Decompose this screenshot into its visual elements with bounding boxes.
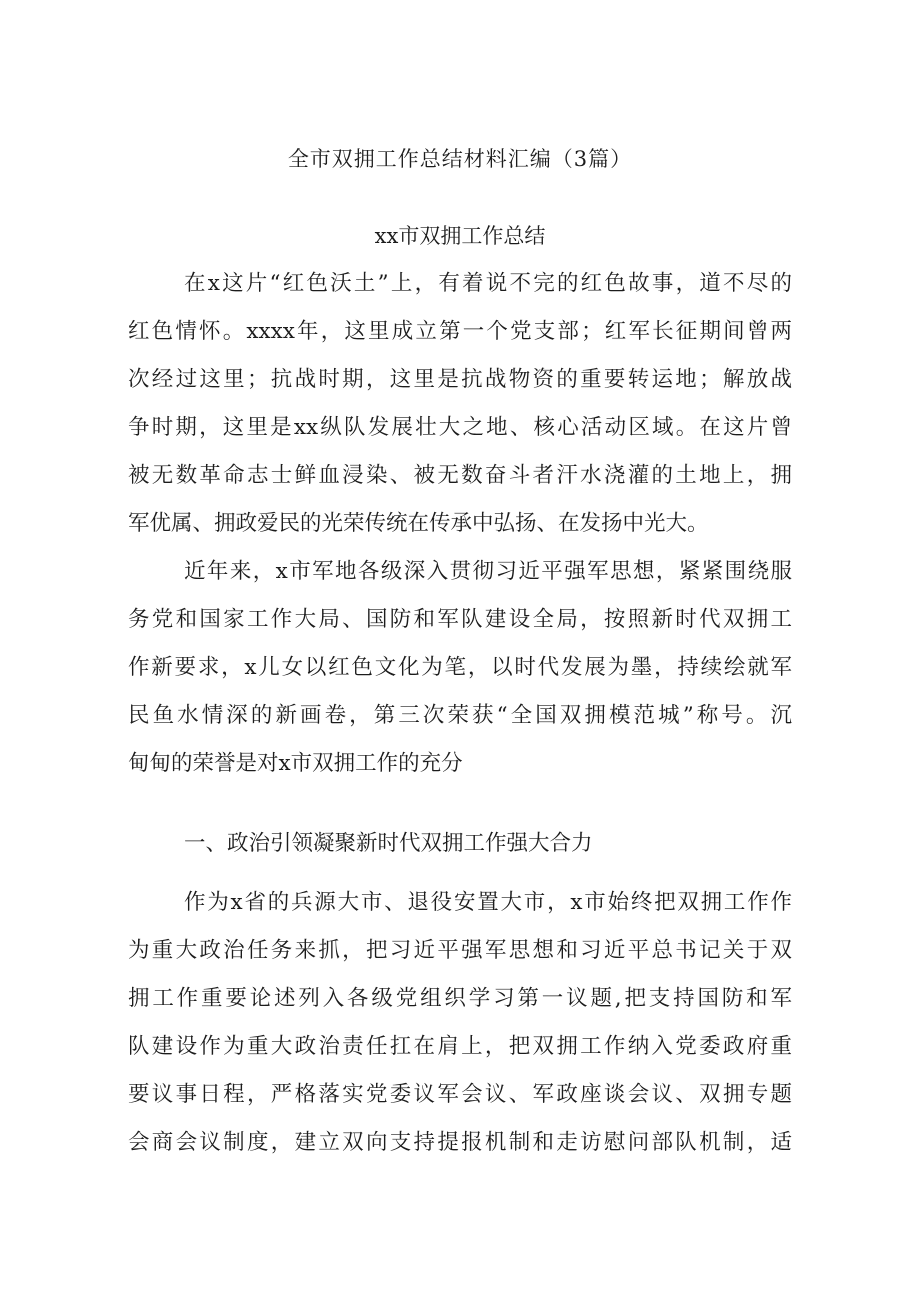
paragraph-line: 被无数革命志士鲜血浸染、被无数奋斗者汗水浇灌的土地上，拥 [128, 463, 792, 488]
paragraph-line: 民鱼水情深的新画卷，第三次荣获“全国双拥模范城”称号。沉 [128, 703, 792, 728]
paragraph-line: 军优属、拥政爱民的光荣传统在传承中弘扬、在发扬中光大。 [128, 511, 709, 536]
paragraph-line: 作为x省的兵源大市、退役安置大市，x市始终把双拥工作作 [184, 890, 792, 915]
paragraph-recent-years [128, 548, 792, 788]
paragraph-line: 会商会议制度，建立双向支持提报机制和走访慰问部队机制，适 [128, 1130, 792, 1155]
paragraph-red-land [128, 260, 792, 548]
paragraph-line: 要议事日程，严格落实党委议军会议、军政座谈会议、双拥专题 [128, 1082, 792, 1107]
paragraph-line: 务党和国家工作大局、国防和军队建设全局，按照新时代双拥工 [128, 607, 792, 632]
paragraph-line: 拥工作重要论述列入各级党组织学习第一议题,把支持国防和军 [128, 986, 792, 1011]
paragraph-line: 在x这片“红色沃土”上，有着说不完的红色故事，道不尽的 [184, 271, 792, 296]
document-title: 全市双拥工作总结材料汇编（3篇） [287, 147, 633, 171]
paragraph-political-leadership [128, 879, 792, 1167]
paragraph-line: 为重大政治任务来抓，把习近平强军思想和习近平总书记关于双 [128, 938, 792, 963]
paragraph-line: 队建设作为重大政治责任扛在肩上，把双拥工作纳入党委政府重 [128, 1034, 792, 1059]
paragraph-line: 作新要求，x儿女以红色文化为笔，以时代发展为墨，持续绘就军 [128, 655, 792, 680]
paragraph-line: 近年来，x市军地各级深入贯彻习近平强军思想，紧紧围绕服 [184, 559, 792, 584]
paragraph-line: 次经过这里；抗战时期，这里是抗战物资的重要转运地；解放战 [128, 367, 792, 392]
document-subtitle: xx市双拥工作总结 [374, 224, 546, 248]
paragraph-line: 争时期，这里是xx纵队发展壮大之地、核心活动区域。在这片曾 [128, 415, 792, 440]
section-heading: 一、政治引领凝聚新时代双拥工作强大合力 [184, 831, 593, 856]
paragraph-line: 甸甸的荣誉是对x市双拥工作的充分 [128, 751, 463, 776]
paragraph-line: 红色情怀。xxxx年，这里成立第一个党支部；红军长征期间曾两 [128, 319, 792, 344]
